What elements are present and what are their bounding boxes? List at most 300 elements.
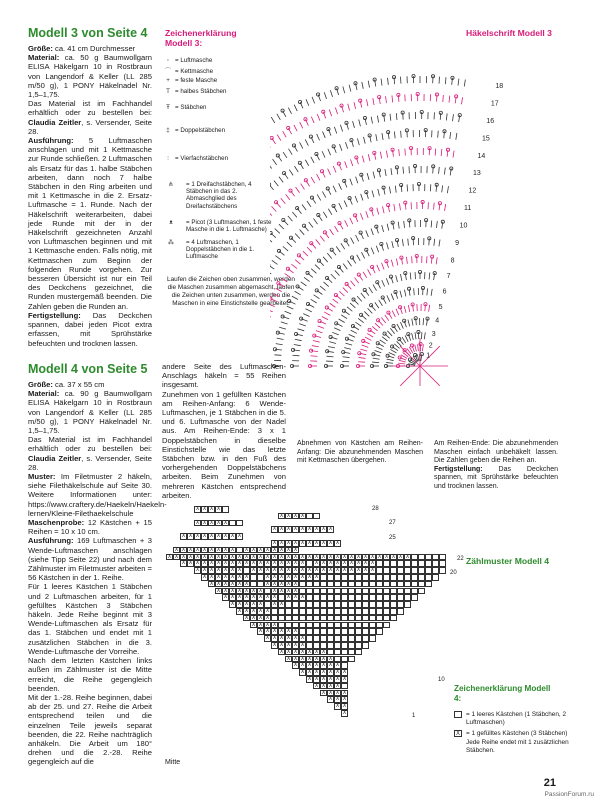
filet-cell: X: [244, 546, 249, 553]
filet-cell: X: [258, 594, 263, 601]
filet-cell: X: [328, 553, 333, 560]
filet-cell: X: [349, 567, 354, 574]
filet-cell: X: [328, 689, 333, 696]
filet-cell: X: [251, 594, 256, 601]
filet-cell: X: [307, 648, 312, 655]
filet-cell: [299, 628, 306, 635]
filet-cell: [264, 601, 271, 608]
row-number: 27: [389, 520, 396, 527]
filet-cell: X: [286, 628, 291, 635]
filet-cell: [369, 581, 376, 588]
filet-cell: X: [237, 580, 242, 587]
filet-cell: [348, 649, 355, 656]
filet-cell: [376, 615, 383, 622]
filet-cell: [376, 581, 383, 588]
filet-cell: X: [328, 560, 333, 567]
filet-cell: X: [335, 696, 340, 703]
filet-cell: [306, 608, 313, 615]
filet-cell: X: [244, 601, 249, 608]
filet-cell: X: [335, 676, 340, 682]
filet-cell: X: [251, 608, 256, 614]
filet-cell: X: [265, 574, 270, 580]
filet-cell: X: [328, 682, 333, 689]
filet-cell: X: [237, 574, 242, 580]
filet-cell: X: [251, 614, 256, 621]
filet-cell: [362, 601, 369, 608]
quad-treble-icon: ⫶: [167, 155, 169, 162]
filet-cell: [306, 635, 313, 642]
filet-cell: [362, 635, 369, 642]
filet-cell: [376, 601, 383, 608]
filet-cell: [313, 513, 320, 520]
filet-cell: X: [209, 580, 214, 587]
filet-cell: X: [223, 580, 228, 587]
filet-cell: X: [272, 567, 277, 574]
filet-cell: X: [300, 574, 305, 580]
filet-cell: [397, 608, 404, 615]
filet-cell: [397, 560, 404, 567]
filet-cell: X: [209, 546, 214, 553]
filet-cell: [404, 588, 411, 595]
double-crochet-icon: Ŧ: [166, 104, 170, 111]
picot-icon: ᴥ: [169, 219, 173, 226]
filet-cell: [271, 615, 278, 622]
filet-cell: X: [216, 567, 221, 574]
filet-cell: X: [307, 553, 312, 560]
filet-cell: X: [216, 553, 221, 560]
filet-cell: [341, 601, 348, 608]
filet-cell: [348, 635, 355, 642]
round-number: 11: [464, 205, 472, 213]
page-number: 21: [543, 777, 556, 789]
filet-cell: [292, 615, 299, 622]
filet-cell: [425, 574, 432, 581]
filet-cell: [306, 560, 313, 567]
filet-cell: X: [258, 546, 263, 553]
filet-cell: X: [321, 553, 326, 560]
filet-cell: X: [265, 546, 270, 553]
filet-cell: [355, 581, 362, 588]
filet-cell: X: [202, 567, 207, 574]
filet-cell: X: [342, 689, 347, 696]
filet-cell: [334, 642, 341, 649]
single-crochet-icon: +: [166, 77, 170, 84]
watermark: PassionForum.ru: [544, 791, 594, 798]
filet-cell: X: [300, 560, 305, 567]
filet-cell: [355, 574, 362, 581]
filet-cell: [418, 581, 425, 588]
filet-cell: X: [223, 560, 228, 567]
filet-cell: [348, 656, 355, 663]
filet-cell: [320, 581, 327, 588]
filet-cell: [236, 520, 243, 527]
filet-cell: [327, 628, 334, 635]
filet-cell: X: [251, 601, 256, 608]
filet-cell: [320, 588, 327, 595]
filet-cell: X: [279, 580, 284, 587]
filet-cell: X: [314, 553, 319, 560]
filet-cell: X: [328, 696, 333, 703]
filet-cell: [292, 622, 299, 629]
filet-cell: X: [195, 519, 200, 526]
filet-cell: [362, 628, 369, 635]
filet-cell: X: [300, 648, 305, 655]
filet-cell: [411, 554, 418, 561]
filet-cell: [285, 622, 292, 629]
filet-cell: X: [188, 553, 193, 560]
filet-cell: [327, 601, 334, 608]
filet-cell: X: [216, 506, 221, 512]
filet-cell: [341, 574, 348, 581]
filet-cell: [369, 601, 376, 608]
filet-cell: X: [230, 601, 235, 608]
filet-cell: [320, 601, 327, 608]
filet-cell: X: [265, 628, 270, 635]
filet-cell: X: [314, 662, 319, 669]
filet-cell: X: [272, 642, 277, 648]
filet-cell: [397, 574, 404, 581]
filet-cell: [397, 588, 404, 595]
filet-cell: [404, 601, 411, 608]
filet-cell: X: [335, 703, 340, 710]
filet-cell: [418, 554, 425, 561]
filet-cell: X: [202, 546, 207, 553]
filet-cell: X: [202, 533, 207, 540]
filet-cell: [313, 628, 320, 635]
filet-cell: X: [230, 594, 235, 601]
filet-cell: [334, 656, 341, 663]
filet-cell: [355, 608, 362, 615]
filet-cell: X: [244, 560, 249, 567]
filet-cell: X: [286, 540, 291, 546]
row-number: 25: [389, 534, 396, 541]
filet-cell: [348, 608, 355, 615]
filet-cell: X: [286, 512, 291, 519]
filet-cell: [278, 594, 285, 601]
filet-cell: [320, 628, 327, 635]
round-number: 4: [435, 317, 440, 325]
filet-cell: [376, 608, 383, 615]
filet-cell: X: [300, 594, 305, 601]
filet-cell: [348, 601, 355, 608]
filet-cell: X: [370, 567, 375, 574]
filet-cell: [418, 588, 425, 595]
filet-cell: [257, 574, 264, 581]
filet-cell: X: [216, 546, 221, 553]
filet-cell: X: [370, 553, 375, 560]
filet-cell: X: [251, 621, 256, 628]
filet-cell: X: [188, 533, 193, 540]
filet-cell: X: [335, 689, 340, 696]
filet-cell: [355, 601, 362, 608]
filet-cell: [383, 601, 390, 608]
filet-cell: [425, 581, 432, 588]
model4-instructions-col1: Größe: ca. 37 x 55 cm Material: ca. 90 g Baumwollgarn ELISA Häkelgarn 10 in Rostbraun von Langendorf & Keller (LL 285 m/50 g), 1 PONY Häkelnadel Nr. 1,5–1,75. Das Material ist im Fachhandel erhältlich oder zu bestellen bei: Claudia Zeitler, s. Versender, Seite 28. Muster: Im Filetmuster 2 häkeln, siehe Filethäkelschule auf Seite 30. Weitere Informationen unter: https://www.craftery.de/Haekeln/Haekeln-lernen/Kleine-Filethaekelschule Maschenprobe: 12 Kästchen + 15 Reihen = 10 x 10 cm. Ausführung: 169 Luftmaschen + 3 Wende-Luftmaschen anschlagen (siehe Tipp Seite 22) und nach dem Zählmuster im Filetmuster arbeiten = 56 Kästchen in der 1. Reihe. Für 1 leeres Kästchen 1 Stäbchen und 2 Luftmaschen arbeiten, für 1 gefülltes Kästchen 3 Stäbchen häkeln. Jede Reihe beginnt mit 3 Wende-Luftmaschen als Ersatz für das 1. Stäbchen und endet mit 1 zusätzlichen Stäbchen in die 3. Wende-Luftmasche der Vorreihe. Nach dem letzten Kästchen links außen im Zählmuster ist die Mitte erreicht, die Reihe gegengleich beenden. Mit der 1.-28. Reihe beginnen, dabei ab der 25. und 27. Reihe die Arbeit entsprechend teilen und die einzelnen Teile jeweils separat beenden, die 22. Reihe nachträglich anhäkeln. Die Arbeit um 180° drehen und die 2.-28. Reihe gegengleich auf die: [28, 380, 167, 767]
filet-cell: X: [272, 574, 277, 580]
filet-cell: [334, 622, 341, 629]
filet-cell: X: [342, 669, 347, 676]
filet-cell: X: [202, 553, 207, 560]
filet-cell: [313, 615, 320, 622]
model4-instructions-col4: Am Reihen-Ende: Die abzunehmenden Maschen einfach unbehäkelt lassen. Die Zahlen geben die Reihen an. Fertigstellung: Das Deckchen spannen, mit Sprühstärke befeuchten und trocknen lassen.: [434, 440, 558, 490]
filet-cell: [376, 622, 383, 629]
filet-cell: [397, 567, 404, 574]
filet-cell: [306, 601, 313, 608]
empty-box-icon: [454, 711, 462, 718]
filet-cell: X: [370, 560, 375, 567]
filet-cell: X: [279, 574, 284, 580]
row-number: 20: [450, 570, 457, 577]
filet-cell: X: [342, 703, 347, 710]
row-number: 10: [438, 677, 445, 684]
filet-cell: X: [237, 533, 242, 540]
filet-cell: X: [335, 560, 340, 567]
filet-cell: X: [321, 567, 326, 574]
filet-cell: X: [328, 567, 333, 574]
filet-cell: X: [265, 608, 270, 614]
filet-cell: [432, 560, 439, 567]
filet-cell: X: [265, 560, 270, 567]
filet-cell: [285, 608, 292, 615]
filet-cell: X: [181, 546, 186, 553]
filet-cell: [376, 574, 383, 581]
filet-cell: X: [230, 574, 235, 580]
filet-cell: [390, 574, 397, 581]
filet-cell: [341, 662, 348, 669]
filet-cell: X: [216, 587, 221, 594]
filet-cell: [334, 615, 341, 622]
filet-cell: X: [342, 567, 347, 574]
round-number: 6: [442, 288, 447, 296]
filet-cell: X: [174, 546, 179, 553]
filet-cell: X: [328, 540, 333, 546]
filet-cell: X: [209, 506, 214, 512]
filet-cell: [439, 560, 446, 567]
filet-cell: [411, 588, 418, 595]
model4-title: Modell 4 von Seite 5: [28, 362, 148, 376]
filet-cell: [432, 574, 439, 581]
filet-cell: [320, 635, 327, 642]
filet-cell: X: [258, 614, 263, 621]
filet-cell: [313, 581, 320, 588]
filet-cell: X: [188, 560, 193, 567]
cluster-icon: ⋔: [168, 181, 174, 188]
filet-cell: X: [272, 580, 277, 587]
filet-cell: X: [279, 526, 284, 533]
filet-cell: [306, 513, 313, 520]
round-number: 18: [495, 83, 504, 91]
filet-cell: [397, 581, 404, 588]
filet-cell: X: [300, 526, 305, 533]
filet-cell: [292, 601, 299, 608]
filet-cell: [250, 581, 257, 588]
filet-cell: X: [286, 594, 291, 601]
filet-cell: [362, 588, 369, 595]
filet-cell: X: [272, 621, 277, 628]
filet-cell: [306, 615, 313, 622]
round-number: 5: [438, 303, 443, 311]
filet-cell: [439, 554, 446, 561]
filet-cell: X: [258, 608, 263, 614]
filet-cell: X: [279, 512, 284, 519]
filet-cell: X: [363, 560, 368, 567]
filet-cell: X: [342, 710, 347, 716]
filet-cell: [313, 588, 320, 595]
filet-cell: [404, 567, 411, 574]
filet-cell: X: [223, 533, 228, 540]
filet-cell: X: [293, 580, 298, 587]
filet-cell: X: [314, 567, 319, 574]
filet-cell: X: [314, 560, 319, 567]
legend3-title: Zeichenerklärung Modell 3:: [165, 28, 237, 48]
round-number: 16: [486, 117, 495, 125]
filet-cell: X: [272, 526, 277, 533]
filet-cell: [355, 588, 362, 595]
filet-cell: [390, 594, 397, 601]
filet-cell: X: [195, 506, 200, 512]
chain-stitch-icon: ◦: [166, 57, 170, 64]
filet-cell: X: [307, 567, 312, 574]
filet-cell: [362, 581, 369, 588]
filet-cell: [271, 608, 278, 615]
filet-cell: X: [349, 560, 354, 567]
filet-cell: X: [286, 567, 291, 574]
filet-cell: X: [300, 567, 305, 574]
filet-cell: [383, 608, 390, 615]
filet-cell: [229, 520, 236, 527]
filet-cell: [418, 560, 425, 567]
filet-cell: X: [223, 594, 228, 601]
filet-cell: X: [314, 682, 319, 689]
filet-cell: X: [342, 553, 347, 560]
filet-cell: [334, 628, 341, 635]
filet-cell: X: [328, 676, 333, 682]
filet-cell: [411, 574, 418, 581]
filet-cell: X: [272, 540, 277, 546]
crochet-chart-model3: [270, 36, 600, 386]
filet-cell: [313, 594, 320, 601]
filet-cell: [306, 594, 313, 601]
filet-cell: [355, 628, 362, 635]
filet-cell: X: [342, 560, 347, 567]
filet-cell: [327, 615, 334, 622]
filet-cell: [334, 608, 341, 615]
filet-cell: [411, 581, 418, 588]
filet-cell: X: [314, 526, 319, 533]
filet-cell: X: [279, 642, 284, 648]
round-number: 7: [446, 272, 451, 280]
filet-cell: X: [321, 655, 326, 662]
filet-cell: X: [195, 567, 200, 574]
filet-cell: [425, 554, 432, 561]
filet-cell: X: [314, 540, 319, 546]
filet-cell: [320, 574, 327, 581]
filet-cell: [341, 581, 348, 588]
filet-cell: [341, 642, 348, 649]
filet-cell: X: [300, 642, 305, 648]
filet-cell: X: [356, 560, 361, 567]
filet-cell: X: [300, 635, 305, 642]
filet-cell: X: [293, 642, 298, 648]
round-number: 2: [428, 342, 433, 350]
filet-cell: [369, 615, 376, 622]
filet-cell: X: [265, 567, 270, 574]
filet-cell: [306, 588, 313, 595]
filet-cell: X: [293, 540, 298, 546]
filet-cell: X: [167, 553, 172, 560]
filet-cell: [390, 588, 397, 595]
filet-cell: X: [300, 540, 305, 546]
filet-cell: [425, 567, 432, 574]
filet-cell: X: [321, 669, 326, 676]
filet-cell: [348, 615, 355, 622]
filet-cell: [390, 567, 397, 574]
filet-cell: X: [209, 553, 214, 560]
filet-cell: [327, 581, 334, 588]
filet-cell: [432, 567, 439, 574]
filet-cell: [306, 628, 313, 635]
filet-cell: X: [293, 546, 298, 553]
filet-cell: X: [244, 608, 249, 614]
filet-cell: X: [293, 512, 298, 519]
filet-cell: X: [195, 553, 200, 560]
filet-cell: [222, 506, 229, 513]
filet-cell: X: [314, 655, 319, 662]
filet-cell: X: [265, 594, 270, 601]
filet-cell: [320, 615, 327, 622]
filet-cell: X: [300, 662, 305, 669]
filet-cell: [425, 560, 432, 567]
filet-cell: [376, 628, 383, 635]
filet-cell: X: [286, 655, 291, 662]
filet-cell: X: [258, 628, 263, 635]
filet-cell: [369, 622, 376, 629]
filet-cell: X: [293, 648, 298, 655]
filet-cell: X: [321, 526, 326, 533]
filet-cell: X: [314, 669, 319, 676]
filet-cell: [390, 608, 397, 615]
filet-cell: X: [272, 553, 277, 560]
filet-cell: X: [321, 676, 326, 682]
treble-icon: ‡: [166, 127, 170, 134]
filet-cell: [320, 594, 327, 601]
filet-cell: [320, 608, 327, 615]
filet-cell: X: [307, 655, 312, 662]
filet-cell: X: [202, 519, 207, 526]
filet-cell: X: [209, 533, 214, 540]
filet-cell: X: [181, 560, 186, 567]
filet-cell: X: [237, 567, 242, 574]
filet-cell: X: [244, 574, 249, 580]
filet-cell: X: [328, 655, 333, 662]
filet-cell: [404, 574, 411, 581]
filet-cell: X: [335, 682, 340, 689]
filet-cell: X: [279, 635, 284, 642]
filet-cell: X: [307, 662, 312, 669]
filet-cell: X: [195, 533, 200, 540]
filet-cell: X: [265, 553, 270, 560]
row-number: 1: [412, 713, 416, 720]
filet-cell: [334, 635, 341, 642]
filet-cell: [383, 574, 390, 581]
filet-cell: [404, 594, 411, 601]
filet-cell: [369, 594, 376, 601]
model4-instructions-col2: andere Seite des Luftmaschen-Anschlags häkeln = 55 Reihen insgesamt. Zunehmen von 1 gefüllten Kästchen am Reihen-Anfang: 6 Wende-Luftmaschen, je 1 Stäbchen in die 5. und 6. Luftmasche von der Nadel aus. Am Reihen-Ende: 3 x 1 Doppelstäbchen in dieselbe Einstichstelle wie das letzte Stäbchen bzw. in den Fuß des vorhergehenden Doppelstäbchens arbeiten. Beim Zunehmen von mehreren Kästchen entsprechend arbeiten.: [162, 362, 286, 500]
filet-cell: [383, 567, 390, 574]
filet-cell: [327, 588, 334, 595]
filet-cell: [313, 635, 320, 642]
filet-cell: [439, 567, 446, 574]
